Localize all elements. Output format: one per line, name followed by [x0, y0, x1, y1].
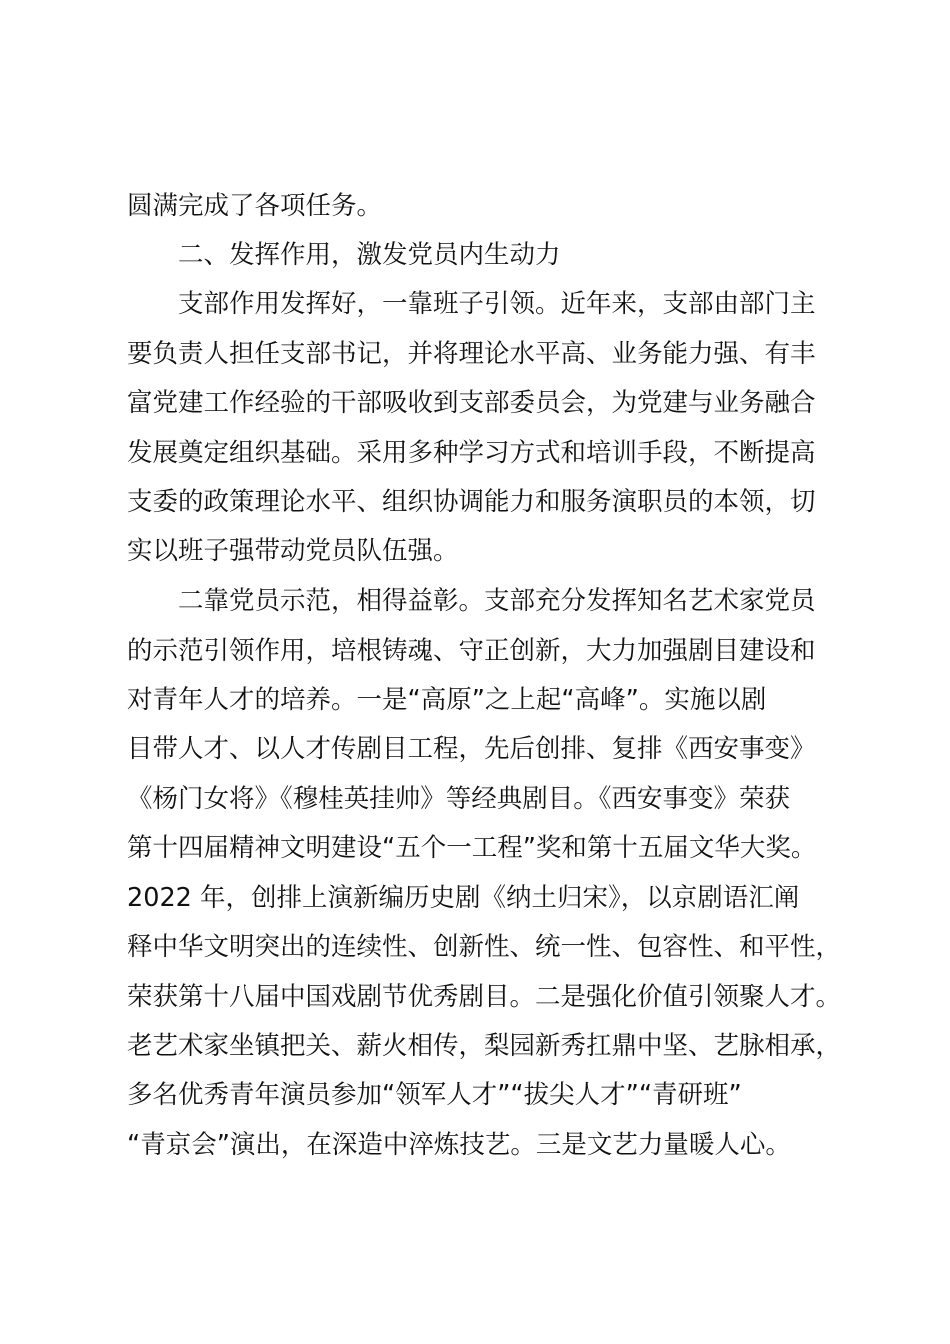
paragraph-line: 二靠党员示范，相得益彰。支部充分发挥知名艺术家党员 [178, 586, 816, 616]
paragraph-line: 要负责人担任支部书记，并将理论水平高、业务能力强、有丰 [127, 339, 816, 369]
paragraph-line: 发展奠定组织基础。采用多种学习方式和培训手段，不断提高 [127, 438, 816, 468]
paragraph-line: 实以班子强带动党员队伍强。 [127, 536, 459, 566]
paragraph-line: 多名优秀青年演员参加“领军人才”“拔尖人才”“青研班” [127, 1080, 742, 1110]
section-heading: 二、发挥作用，激发党员内生动力 [178, 240, 561, 270]
paragraph-line: 2022 年，创排上演新编历史剧《纳土归宋》，以京剧语汇阐 [127, 883, 800, 913]
paragraph-line: 老艺术家坐镇把关、薪火相传，梨园新秀扛鼎中坚、艺脉相承， [127, 1031, 842, 1061]
paragraph-line: “青京会”演出，在深造中淬炼技艺。三是文艺力量暖人心。 [127, 1130, 791, 1160]
paragraph-line: 《杨门女将》《穆桂英挂帅》等经典剧目。《西安事变》荣获 [127, 784, 791, 814]
paragraph-line: 目带人才、以人才传剧目工程，先后创排、复排《西安事变》 [127, 734, 816, 764]
paragraph-line: 支委的政策理论水平、组织协调能力和服务演职员的本领，切 [127, 487, 816, 517]
paragraph-line: 的示范引领作用，培根铸魂、守正创新，大力加强剧目建设和 [127, 636, 816, 666]
paragraph-line: 第十四届精神文明建设“五个一工程”奖和第十五届文华大奖。 [127, 833, 817, 863]
paragraph-line: 对青年人才的培养。一是“高原”之上起“高峰”。实施以剧 [127, 685, 767, 715]
paragraph-line: 富党建工作经验的干部吸收到支部委员会，为党建与业务融合 [127, 388, 816, 418]
paragraph-line: 荣获第十八届中国戏剧节优秀剧目。二是强化价值引领聚人才。 [127, 982, 842, 1012]
paragraph-line: 支部作用发挥好，一靠班子引领。近年来，支部由部门主 [178, 289, 816, 319]
paragraph-line: 释中华文明突出的连续性、创新性、统一性、包容性、和平性， [127, 932, 842, 962]
text-line-continuation: 圆满完成了各项任务。 [127, 191, 383, 221]
